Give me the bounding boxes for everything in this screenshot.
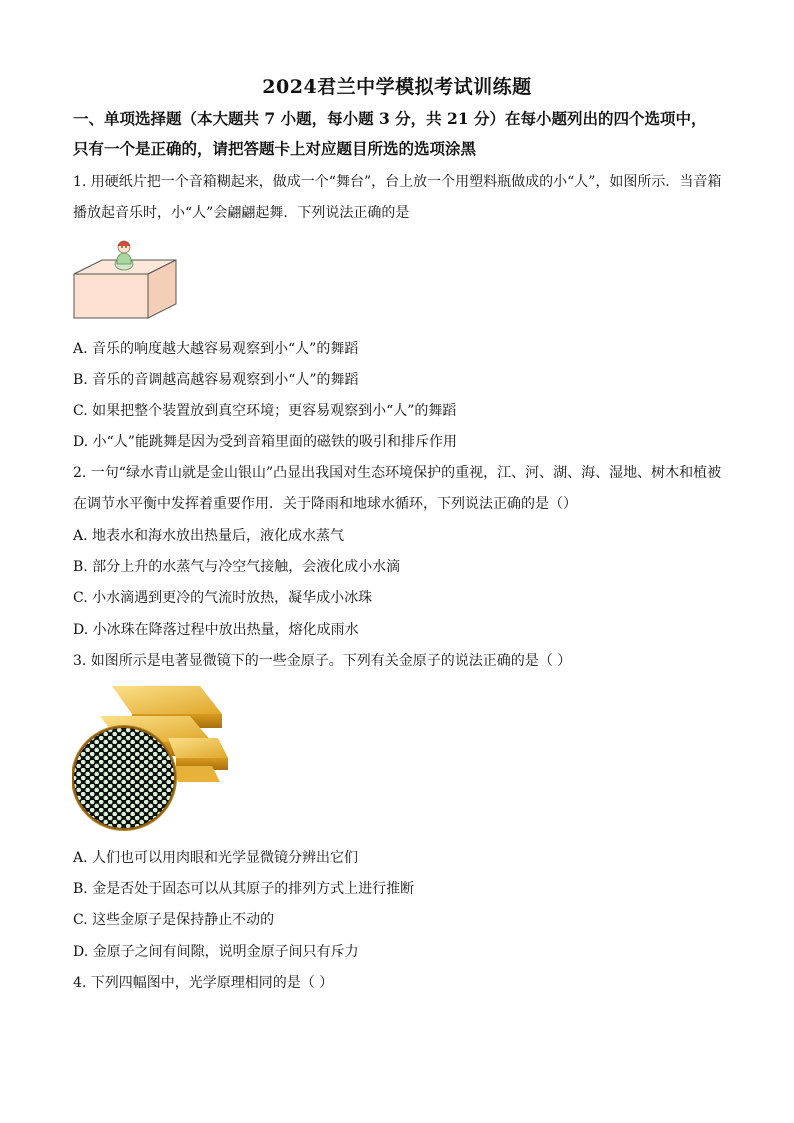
q1-stem-line-1: 1. 用硬纸片把一个音箱糊起来，做成一个“舞台”，台上放一个用塑料瓶做成的小“人”，如图所示．当音箱 [73, 174, 722, 190]
q2-stem-line-1: 2. 一句“绿水青山就是金山银山”凸显出我国对生态环境保护的重视，江、河、湖、海、湿地、树木和植被 [73, 465, 722, 481]
q3-option-a: A. 人们也可以用肉眼和光学显微镜分辨出它们 [73, 850, 359, 866]
q3-option-c: C. 这些金原子是保持静止不动的 [73, 912, 275, 928]
section-heading-line-2: 只有一个是正确的，请把答题卡上对应题目所选的选项涂黑 [73, 139, 477, 158]
q4-stem-line-1: 4. 下列四幅图中，光学原理相同的是（ ） [73, 975, 334, 991]
q1-option-b: B. 音乐的音调越高越容易观察到小“人”的舞蹈 [73, 372, 359, 388]
q3-stem-line-1: 3. 如图所示是电著显微镜下的一些金原子。下列有关金原子的说法正确的是（ ） [73, 653, 572, 669]
q1-option-a: A. 音乐的响度越大越容易观察到小“人”的舞蹈 [73, 341, 359, 357]
q2-option-c: C. 小水滴遇到更冷的气流时放热，凝华成小冰珠 [73, 590, 373, 606]
q2-stem-line-2: 在调节水平衡中发挥着重要作用．关于降雨和地球水循环，下列说法正确的是（） [73, 496, 577, 512]
q2-option-a: A. 地表水和海水放出热量后，液化成水蒸气 [73, 528, 345, 544]
q1-stem-line-2: 播放起音乐时，小“人”会翩翩起舞．下列说法正确的是 [73, 205, 410, 221]
speaker-stage-figure [72, 234, 178, 320]
q2-option-d: D. 小冰珠在降落过程中放出热量，熔化成雨水 [73, 622, 359, 638]
q2-option-b: B. 部分上升的水蒸气与冷空气接触，会液化成小水滴 [73, 559, 401, 575]
q1-option-c: C. 如果把整个装置放到真空环境；更容易观察到小“人”的舞蹈 [73, 403, 457, 419]
section-heading-line-1: 一、单项选择题（本大题共 7 小题，每小题 3 分，共 21 分）在每小题列出的四个选项中， [73, 109, 707, 128]
q3-option-d: D. 金原子之间有间隙，说明金原子间只有斥力 [73, 944, 359, 960]
page-title: 2024君兰中学模拟考试训练题 [262, 76, 532, 98]
q1-option-d: D. 小“人”能跳舞是因为受到音箱里面的磁铁的吸引和排斥作用 [73, 434, 457, 450]
q3-option-b: B. 金是否处于固态可以从其原子的排列方式上进行推断 [73, 881, 415, 897]
gold-atoms-figure [72, 680, 230, 832]
